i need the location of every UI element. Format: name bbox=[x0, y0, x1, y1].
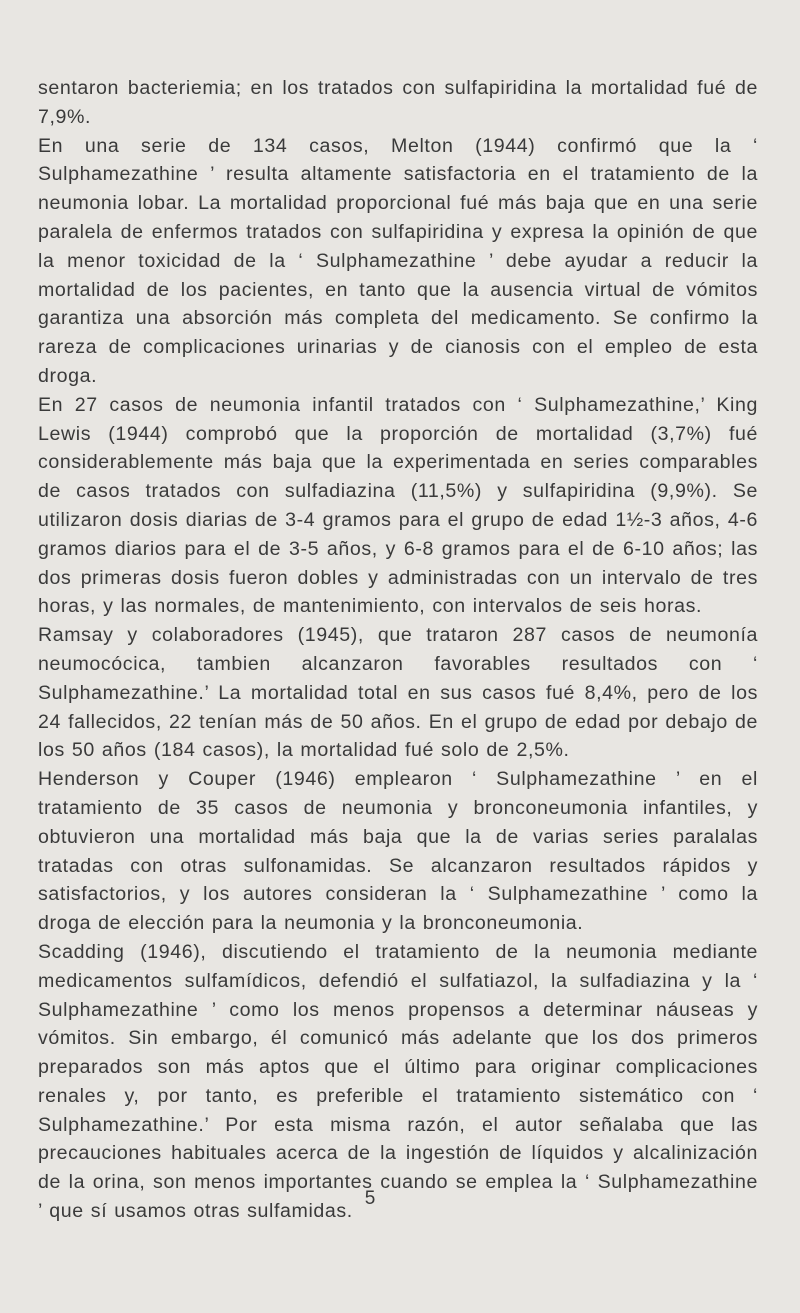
paragraph-1: sentaron bacteriemia; en los tratados con sulfapiridina la mortalidad fué de 7,9%. bbox=[38, 77, 758, 128]
paragraph-2: En una serie de 134 casos, Melton (1944) confirmó que la ‘ Sulphamezathine ’ resulta altamente satisfactoria en el tratamiento de la neumonia lobar. La mortalidad proporcional fué más baja que en una serie paralela de enfermos tratados con sulfapiridina y expresa la opinión de que la menor toxicidad de la ‘ Sulphamezathine ’ debe ayudar a reducir la mortalidad de los pacientes, en tanto que la ausencia virtual de vómitos garantiza una absorción más completa del medicamento. Se confirmo la rareza de complicaciones urinarias y de cianosis con el empleo de esta droga. bbox=[38, 134, 758, 387]
page-number: 5 bbox=[364, 1188, 376, 1209]
paragraph-5: Henderson y Couper (1946) emplearon ‘ Sulphamezathine ’ en el tratamiento de 35 casos de neumonia y bronconeumonia infantiles, y obtuvieron una mortalidad más baja que la de varias series paralalas tratadas con otras sulfonamidas. Se alcanzaron resultados rápidos y satisfactorios, y los autores consideran la ‘ Sulphamezathine ’ como la droga de elección para la neumonia y la bronconeumonia. bbox=[38, 768, 758, 935]
paragraph-3: En 27 casos de neumonia infantil tratados con ‘ Sulphamezathine,’ King Lewis (1944) comprobó que la proporción de mortalidad (3,7%) fué considerablemente más baja que la experimentada en series comparables de casos tratados con sulfadiazina (11,5%) y sulfapiridina (9,9%). Se utilizaron dosis diarias de 3-4 gramos para el grupo de edad 1½-3 años, 4-6 gramos diarios para el de 3-5 años, y 6-8 gramos para el de 6-10 años; las dos primeras dosis fueron dobles y administradas con un intervalo de tres horas, y las normales, de mantenimiento, con intervalos de seis horas. bbox=[38, 393, 758, 618]
paragraph-4: Ramsay y colaboradores (1945), que trataron 287 casos de neumonía neumocócica, tambien alcanzaron favorables resultados con ‘ Sulphamezathine.’ La mortalidad total en sus casos fué 8,4%, pero de los 24 fallecidos, 22 tenían más de 50 años. En el grupo de edad por debajo de los 50 años (184 casos), la mortalidad fué solo de 2,5%. bbox=[38, 624, 758, 762]
body-text bbox=[38, 74, 758, 1226]
paragraph-6: Scadding (1946), discutiendo el tratamiento de la neumonia mediante medicamentos sulfamídicos, defendió el sulfatiazol, la sulfadiazina y la ‘ Sulphamezathine ’ como los menos propensos a determinar náuseas y vómitos. Sin embargo, él comunicó más adelante que los dos primeros preparados son más aptos que el último para originar complicaciones renales y, por tanto, es preferible el tratamiento sistemático con ‘ Sulphamezathine.’ Por esta misma razón, el autor señalaba que las precauciones habituales acerca de la ingestión de líquidos y alcalinización de la orina, son menos importantes cuando se emplea la ‘ Sulphamezathine ’ que sí usamos otras sulfamidas. bbox=[38, 940, 758, 1223]
